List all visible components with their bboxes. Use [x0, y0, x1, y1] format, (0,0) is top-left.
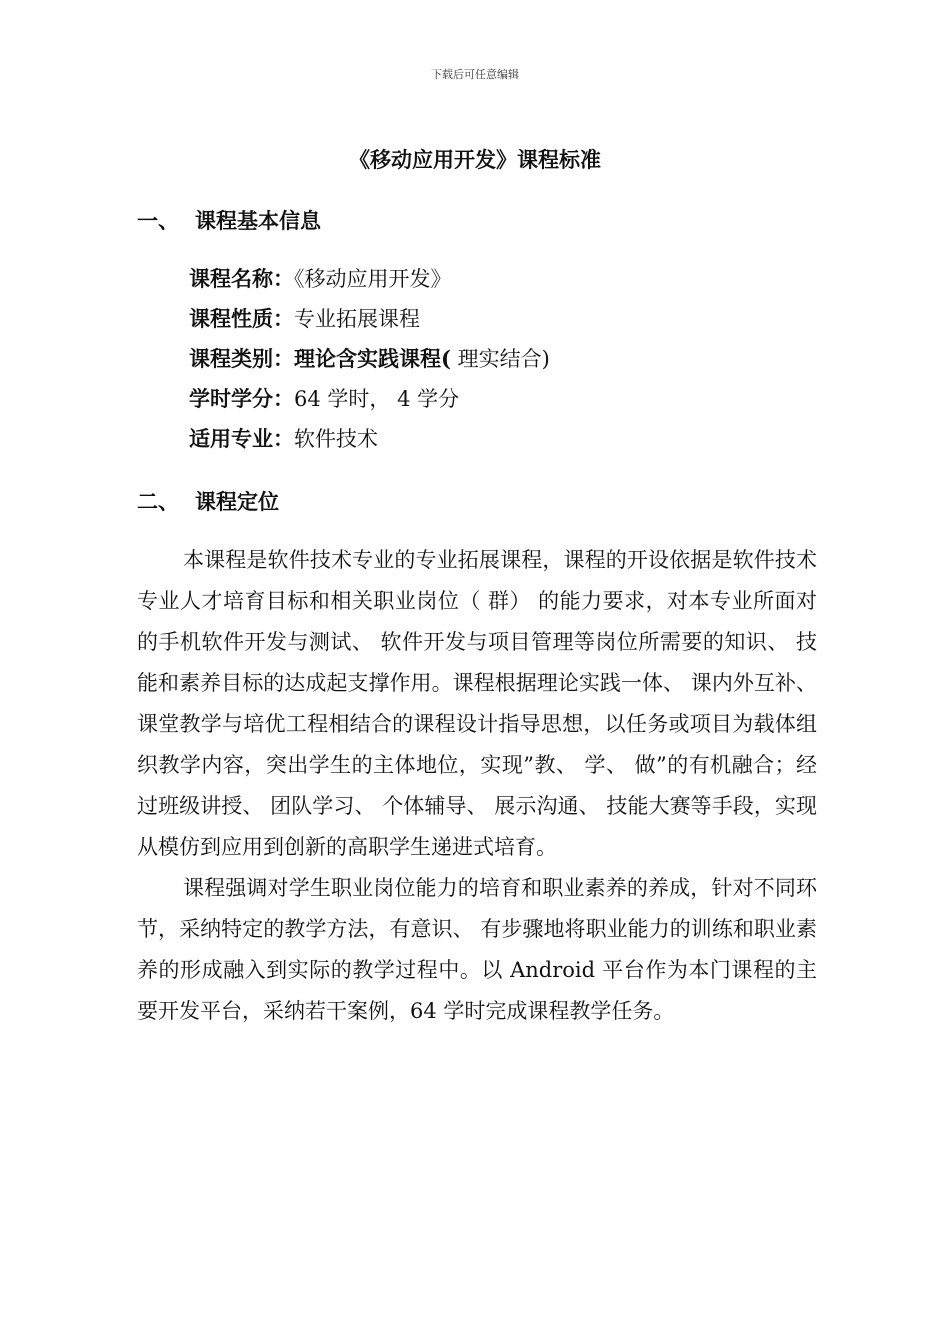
info-label: 课程性质： [189, 306, 294, 331]
info-value: 理实结合) [450, 347, 550, 371]
course-info-list [189, 262, 829, 462]
section-number: 一、 [137, 208, 179, 233]
info-row-hours-credits [189, 382, 829, 422]
info-label: 学时学分： [189, 386, 294, 411]
info-label: 适用专业： [189, 426, 294, 451]
section-heading-basic-info [137, 205, 321, 235]
info-value: 64 学时， 4 学分 [294, 387, 460, 411]
paragraph-1: 本课程是软件技术专业的专业拓展课程，课程的开设依据是软件技术专业人才培育目标和相关职业岗位（ 群） 的能力要求，对本专业所面对的手机软件开发与测试、 软件开发与项目管理等岗位所需要的知识、 技能和素养目标的达成起支撑作用。课程根据理论实践一体、 课内外互补、 课堂教学与培优工程相结合的课程设计指导思想，以任务或项目为载体组织教学内容，突出学生的主体地位，实现”教、 学、 做”的有机融合；经过班级讲授、 团队学习、 个体辅导、 展示沟通、 技能大赛等手段，实现从模仿到应用到创新的高职学生递进式培育。 [137, 548, 817, 859]
document-title: 《移动应用开发》课程标准 [349, 147, 601, 172]
info-label: 课程类别： [189, 346, 294, 371]
info-value: 《移动应用开发》 [294, 267, 452, 291]
section-title: 课程定位 [195, 489, 279, 514]
header-note: 下载后可任意编辑 [431, 68, 519, 81]
info-row-course-nature [189, 302, 829, 342]
section-title: 课程基本信息 [195, 208, 321, 233]
body-text [137, 540, 817, 1032]
paragraph-2: 课程强调对学生职业岗位能力的培育和职业素养的养成，针对不同环节，采纳特定的教学方法，有意识、 有步骤地将职业能力的训练和职业素养的形成融入到实际的教学过程中。以 Android 平台作为本门课程的主要开发平台，采纳若干案例，64 学时完成课程教学任务。 [137, 876, 817, 1023]
info-row-applicable-major [189, 422, 829, 462]
info-row-course-name [189, 262, 829, 302]
info-row-course-type [189, 342, 829, 382]
info-label: 课程名称： [189, 266, 294, 291]
section-heading-positioning [137, 486, 279, 516]
info-value-bold: 理论含实践课程( [294, 346, 451, 371]
info-value: 专业拓展课程 [294, 307, 420, 331]
section-number: 二、 [137, 489, 179, 514]
info-value: 软件技术 [294, 427, 378, 451]
